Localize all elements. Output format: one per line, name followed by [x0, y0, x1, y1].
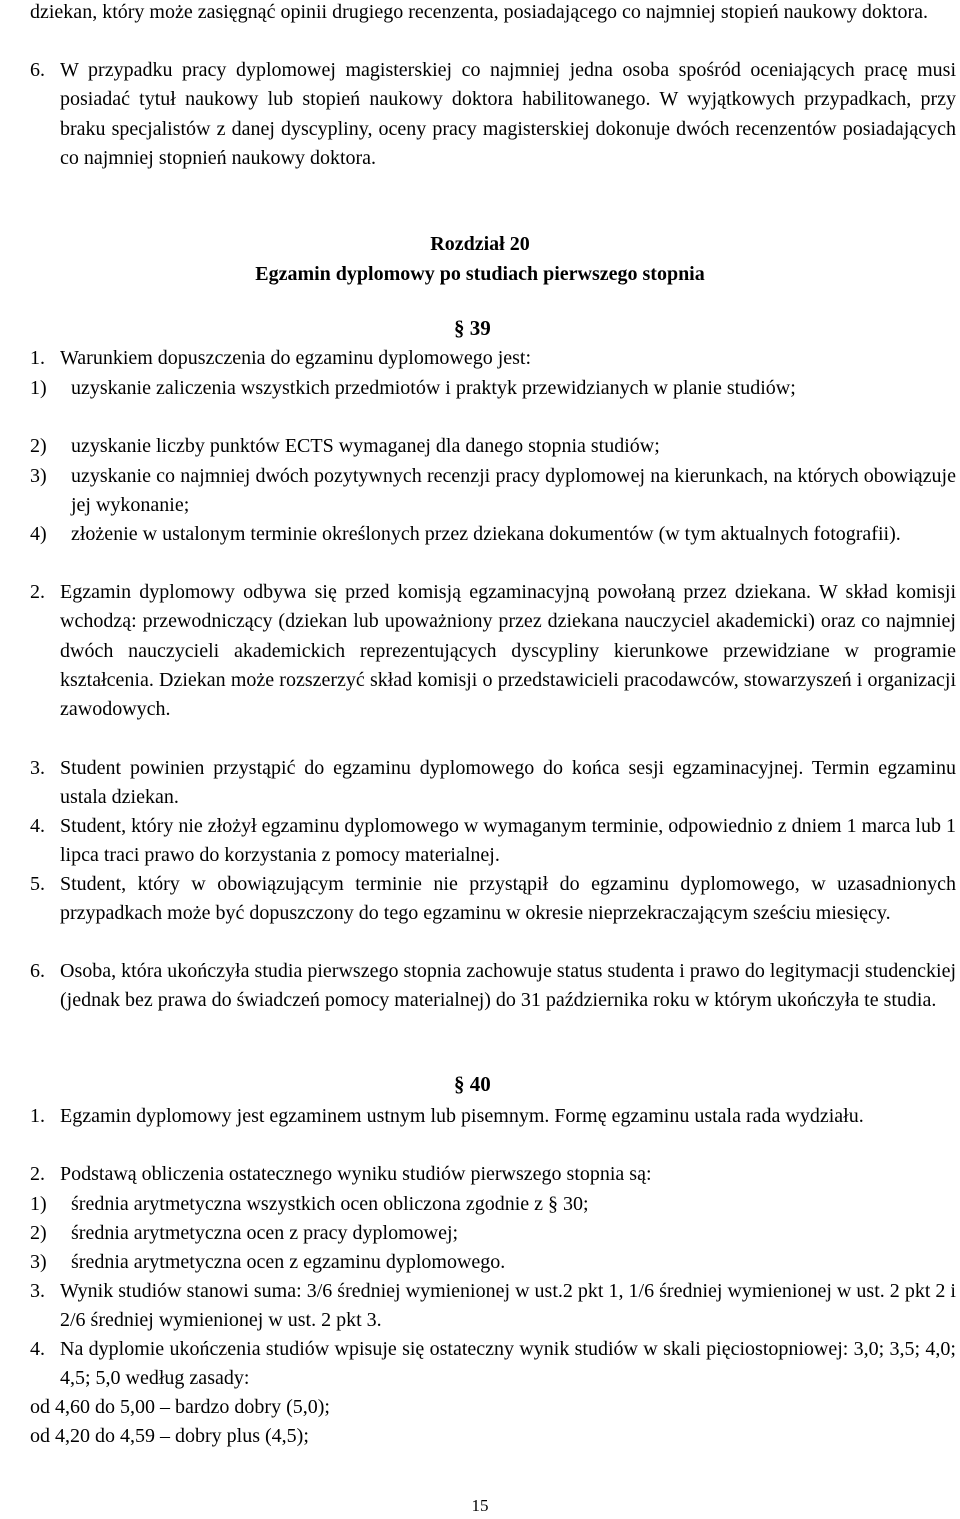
list-item	[30, 578, 956, 724]
sub-item	[30, 1190, 956, 1219]
chapter-title: Rozdział 20	[430, 233, 530, 255]
item-text: Egzamin dyplomowy odbywa się przed komisją egzaminacyjną powołaną przez dziekana. W skład komisji wchodzą: przewodniczący (dziekan lub upoważniony przez dziekana nauczyciel akademicki) oraz co najmniej dwóch nauczycieli akademickich reprezentujących dyscypliny kierunkowe przewidziane w programie kształcenia. Dziekan może rozszerzyć skład komisji o przedstawicieli pracodawców, stowarzyszeń i organizacji zawodowych.	[60, 581, 956, 721]
item-text: Student, który w obowiązującym terminie nie przystąpił do egzaminu dyplomowego, w uzasadnionych przypadkach może być dopuszczony do tego egzaminu w okresie nieprzekraczającym sześciu miesięcy.	[60, 873, 956, 925]
item-text: Warunkiem dopuszczenia do egzaminu dyplomowego jest:	[60, 347, 532, 369]
sub-item-text: uzyskanie zaliczenia wszystkich przedmiotów i praktyk przewidzianych w planie studiów;	[71, 377, 796, 399]
item-text: Egzamin dyplomowy jest egzaminem ustnym lub pisemnym. Formę egzaminu ustala rada wydziału.	[60, 1105, 864, 1127]
item-number: 2.	[30, 581, 45, 603]
item-text: W przypadku pracy dyplomowej magisterskiej co najmniej jedna osoba spośród oceniających pracę musi posiadać tytuł naukowy lub stopień naukowy doktora habilitowanego. W wyjątkowych przypadkach, przy braku specjalistów z danej dyscypliny, oceny pracy magisterskiej dokonuje dwóch recenzentów posiadających co najmniej stopnień naukowy doktora.	[60, 59, 956, 169]
list-item	[30, 1160, 956, 1189]
list-item	[30, 1102, 956, 1131]
item-number: 5.	[30, 873, 45, 895]
sub-item	[30, 1219, 956, 1248]
list-item	[30, 754, 956, 813]
item-number: 4.	[30, 1338, 45, 1360]
sub-item-number: 3)	[30, 465, 47, 487]
sub-item-text: złożenie w ustalonym terminie określonych przez dziekana dokumentów (w tym aktualnych fotografii).	[71, 523, 901, 545]
continuation-paragraph: dziekan, który może zasięgnąć opinii drugiego recenzenta, posiadającego co najmniej stopień naukowy doktora.	[30, 1, 929, 23]
item-number: 1.	[30, 347, 45, 369]
item-text: Student powinien przystąpić do egzaminu dyplomowego do końca sesji egzaminacyjnej. Termin egzaminu ustala dziekan.	[60, 757, 956, 809]
item-number: 1.	[30, 1105, 45, 1127]
sub-item-number: 1)	[30, 1193, 47, 1215]
item-text: Osoba, która ukończyła studia pierwszego stopnia zachowuje status studenta i prawo do legitymacji studenckiej (jednak bez prawa do świadczeń pomocy materialnej) do 31 października roku w którym ukończyła te studia.	[60, 960, 956, 1012]
grade-line: od 4,60 do 5,00 – bardzo dobry (5,0);	[30, 1396, 330, 1418]
list-item	[30, 344, 956, 373]
sub-item-text: średnia arytmetyczna ocen z pracy dyplomowej;	[71, 1222, 459, 1244]
sub-item-text: uzyskanie liczby punktów ECTS wymaganej dla danego stopnia studiów;	[71, 435, 660, 457]
sub-item	[30, 374, 956, 403]
item-number: 4.	[30, 815, 45, 837]
sub-item-number: 3)	[30, 1251, 47, 1273]
grade-line: od 4,20 do 4,59 – dobry plus (4,5);	[30, 1425, 309, 1447]
list-item	[30, 56, 956, 173]
item-number: 2.	[30, 1163, 45, 1185]
sub-item-number: 2)	[30, 1222, 47, 1244]
sub-item-text: uzyskanie co najmniej dwóch pozytywnych recenzji pracy dyplomowej na kierunkach, na których obowiązuje jej wykonanie;	[71, 465, 956, 517]
sub-item	[30, 520, 956, 549]
page-number: 15	[471, 1496, 489, 1515]
item-number: 6.	[30, 960, 45, 982]
sub-item-number: 2)	[30, 435, 47, 457]
list-item	[30, 812, 956, 871]
item-text: Podstawą obliczenia ostatecznego wyniku studiów pierwszego stopnia są:	[60, 1163, 652, 1185]
sub-item-number: 1)	[30, 377, 47, 399]
item-number: 3.	[30, 757, 45, 779]
chapter-subtitle: Egzamin dyplomowy po studiach pierwszego stopnia	[255, 263, 705, 285]
item-text: Na dyplomie ukończenia studiów wpisuje się ostateczny wynik studiów w skali pięciostopniowej: 3,0; 3,5; 4,0; 4,5; 5,0 według zasady:	[60, 1338, 956, 1390]
item-text: Wynik studiów stanowi suma: 3/6 średniej wymienionej w ust.2 pkt 1, 1/6 średniej wymienionej w ust. 2 pkt 2 i 2/6 średniej wymienionej w ust. 2 pkt 3.	[60, 1280, 956, 1332]
sub-item	[30, 462, 956, 521]
list-item	[30, 957, 956, 1016]
section-heading-39: § 39	[454, 316, 491, 340]
list-item	[30, 1277, 956, 1336]
sub-item	[30, 432, 956, 461]
section-heading-40: § 40	[454, 1072, 491, 1096]
sub-item-number: 4)	[30, 523, 47, 545]
sub-item	[30, 1248, 956, 1277]
sub-item-text: średnia arytmetyczna wszystkich ocen obliczona zgodnie z § 30;	[71, 1193, 589, 1215]
list-item	[30, 870, 956, 929]
item-number: 3.	[30, 1280, 45, 1302]
item-number: 6.	[30, 59, 45, 81]
sub-item-text: średnia arytmetyczna ocen z egzaminu dyplomowego.	[71, 1251, 506, 1273]
list-item	[30, 1335, 956, 1394]
item-text: Student, który nie złożył egzaminu dyplomowego w wymaganym terminie, odpowiednio z dniem 1 marca lub 1 lipca traci prawo do korzystania z pomocy materialnej.	[60, 815, 956, 867]
